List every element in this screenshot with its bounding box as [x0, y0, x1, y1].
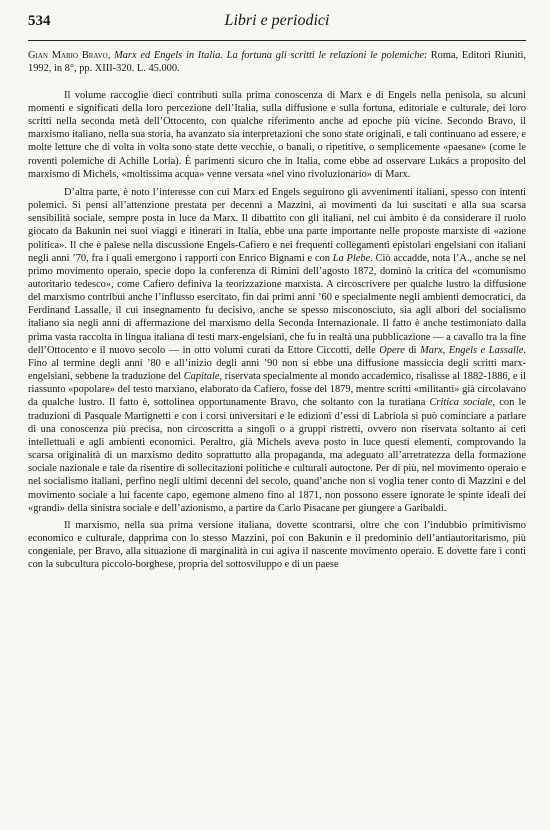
running-head	[28, 12, 526, 34]
text-run: D’altra parte, è noto l’interesse con cui Marx ed Engels seguirono gli avvenimenti italiani, spesso con intenti polemici. Si pensi all’attenzione prestata per decenni a Mazzini, ai movimenti da lui suscitati e alla sua scarsa sensibilità sociale, sempre posta in luce da Marx. Il dibattito con gli italiani, nel cui àmbito è da considerare il ruolo giocato da Bakunin nei suoi viaggi e itinerari in Italia, ebbe una parte importante nelle proposte marxiste di «azione politica». Il che è palese nella discussione Engels-Cafiero e nei frequenti collegamenti epistolari engelsiani con italiani negli anni ’70, fra i quali emergono i rapporti con Enrico Bignami e con	[28, 186, 526, 264]
italic-text: Critica sociale	[429, 397, 493, 409]
header-rule	[28, 40, 526, 41]
paragraph	[28, 186, 526, 515]
text-run: Il marxismo, nella sua prima versione italiana, dovette scontrarsi, oltre che con l’indubbio primitivismo economico e culturale, dapprima con lo stesso Mazzini, poi con Bakunin e il predominio dell’antiautoritarismo, più congeniale, per Bravo, alla situazione di marginalità in cui agiva il nascente movimento operaio. E dovette fare i conti con la subcultura piccolo-borghese, propria del sottosviluppo e di un paese	[28, 519, 526, 571]
book-author: Gian Mario Bravo	[28, 50, 108, 61]
text-run: di	[404, 344, 421, 356]
paragraph	[28, 89, 526, 181]
page-number: 534	[28, 13, 51, 29]
text-run: . Fino al termine degli anni ’80 e all’inizio degli anni ’90 non si ebbe una diffusione massiccia degli scritti marx-engelsiani, sebbene la traduzione del	[28, 344, 527, 383]
italic-text: Marx, Engels e Lassalle	[420, 344, 524, 356]
text-run: , riservata specialmente al mondo accademico, risalisse al 1882-1886, e il riassunto «popolare» del testo marxiano, elaborato da Cafiero, fosse del 1879, mentre scritti «militanti» già circolavano da qualche lustro. Il fatto è, sottolinea opportunamente Bravo, che soltanto con la turatiana	[28, 371, 526, 409]
text-run: , con le traduzioni di Pasquale Martignetti e con i corsi universitari e le edizioni d’essi di Labriola si può cominciare a parlare di una conoscenza più precisa, non circoscritta a singoli o a gruppi ristretti, ovvero non riservata soltanto ai ceti intellettuali e agli ambienti economici. Peraltro, già Michels aveva posto in luce questi elementi, comprovando la scarsa originalità di un marxismo dedito soprattutto alla propaganda, ma adeguato all’arretratezza della formazione sociale nazionale e tale da risentire di sollecitazioni politiche e culturali autoctone. Per di più, nel movimento operaio e nel socialismo italiani, perfino negli ultimi decenni del secolo, quand’anche non si voglia tener conto di Mazzini e del movimento sociale a lui facente capo, egemone almeno fino al 1871, non possono essere ignorate le spinte ideali dei «grandi» della sinistra sociale e dell’azionismo, a partire da Carlo Pisacane per giungere a Garibaldi.	[28, 397, 526, 514]
text-run: . Ciò accadde, nota l’A., anche se nel primo movimento operaio, specie dopo la conferenza di Rimini dell’agosto 1872, dominò la critica del «comunismo autoritario tedesco», come Cafiero definiva la teorizzazione marxista. A circoscrivere per qualche lustro la diffusione del marxismo contribuì anche l’influsso esercitato, fin dai primi anni ’60 e specialmente negli ambienti democratici, da Ferdinand Lassalle, il cui insegnamento fu decisivo, anche se spesso misconosciuto, sia agli albori del socialismo italiano sia negli anni di affermazione del marxismo della Seconda Internazionale. Il fatto è anche testimoniato dalla prima vasta raccolta in lingua italiana di testi marx-engelsiani, che fu in realtà una pubblicazione — a cavallo tra la fine dell’Ottocento e il nuovo secolo — in otto volumi curati da Ettore Ciccotti, delle	[28, 252, 526, 356]
book-publication: : Roma, Editori Riuniti, 1992, in 8°, pp. XIII-320. L. 45.000.	[28, 50, 527, 75]
review-body	[28, 89, 526, 572]
italic-text: Opere	[379, 344, 405, 356]
paragraph	[28, 519, 526, 572]
italic-text: La Plebe	[332, 252, 371, 264]
book-citation: Gian Mario Bravo, Marx ed Engels in Italia. La fortuna gli scritti le relazioni le polemiche: Roma, Editori Riuniti, 1992, in 8°, pp. XIII-320. L. 45.000.	[28, 50, 527, 75]
book-title: Marx ed Engels in Italia. La fortuna gli scritti le relazioni le polemiche	[114, 50, 425, 61]
text-run: Il volume raccoglie dieci contributi sulla prima conoscenza di Marx e di Engels nella penisola, su alcuni momenti e significati della loro percezione dell’Italia, sulla diffusione e sulla fortuna, editoriale e culturale, dei loro scritti nella seconda metà dell’Ottocento, con qualche riferimento anche ad epoche più vicine. Secondo Bravo, il marxismo italiano, nella sua storia, ha avanzato sia interpretazioni che sono state originali, e tali continuano ad essere, e molte letture che di volta in volta sono state dette vecchie, o banali, o ripetitive, o semplicemente «paesane» (come le roventi polemiche di Achille Loria). È parimenti sicuro che in Italia, come ebbe ad osservare Lukács a proposito del marxismo di Michels, «moltissima acqua» venne versata «nel vino rivoluzionario» di Marx.	[28, 89, 526, 180]
section-title: Libri e periodici	[224, 12, 330, 29]
italic-text: Capitale	[183, 371, 220, 383]
